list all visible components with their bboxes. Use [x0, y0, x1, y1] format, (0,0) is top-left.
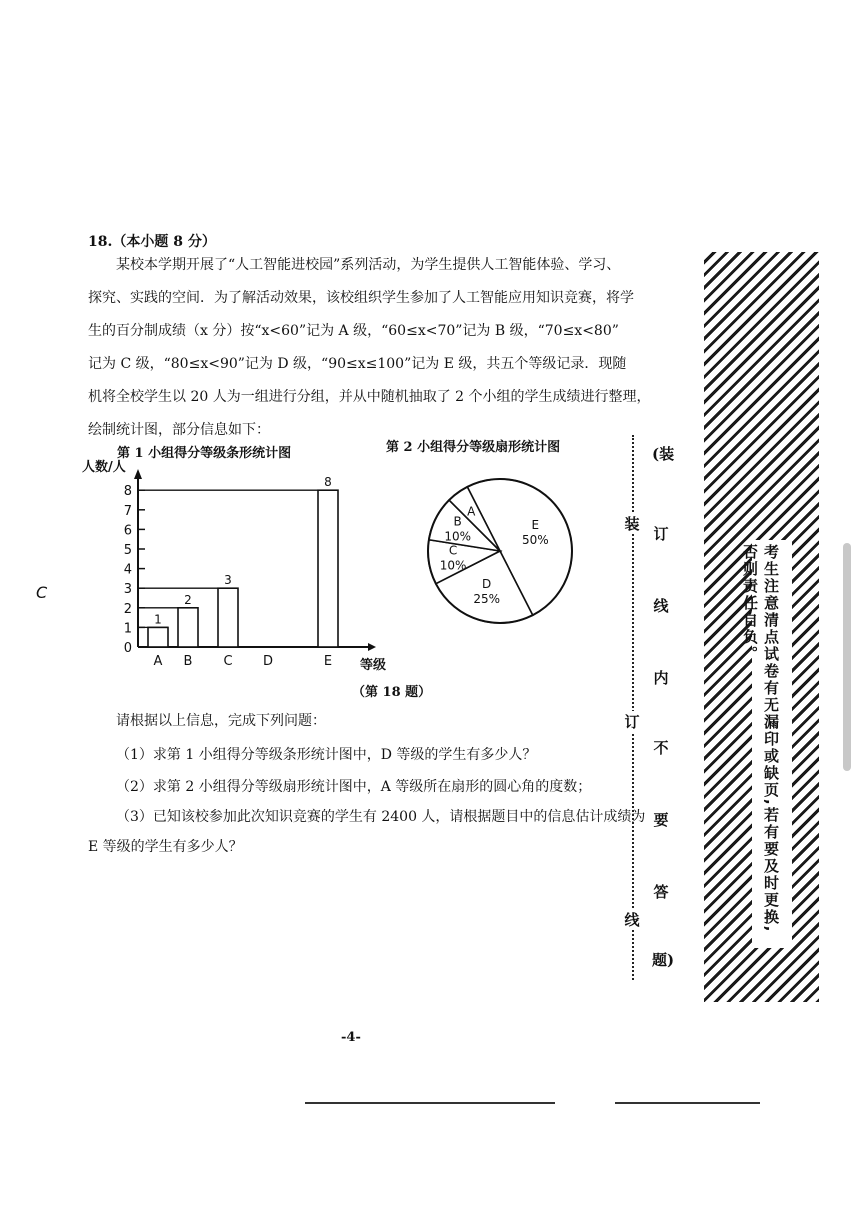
bar-chart-title: 第 1 小组得分等级条形统计图	[117, 446, 292, 461]
instruction-char: 答	[653, 883, 669, 901]
x-tick-label: A	[153, 654, 163, 669]
scan-line	[615, 1102, 760, 1104]
bar-value-label: 1	[154, 612, 162, 627]
notice-box	[741, 540, 792, 948]
binding-margin	[624, 435, 676, 980]
x-axis-arrow	[368, 643, 376, 651]
pie-chart	[415, 467, 595, 637]
instruction-char: 不	[653, 739, 669, 757]
bar	[178, 608, 198, 647]
subquestion-3-continued: E 等级的学生有多少人？	[88, 839, 243, 855]
prompt-line: 请根据以上信息，完成下列问题：	[116, 713, 326, 729]
pie-slice-label: E	[531, 518, 540, 533]
scan-line	[305, 1102, 555, 1104]
figure-caption: （第 18 题）	[352, 685, 432, 700]
subquestion-3: （3）已知该校参加此次知识竞赛的学生有 2400 人，请根据题目中的信息估计成绩为	[116, 809, 646, 825]
stem-line: 记为 C 级，“80≤x<90”记为 D 级，“90≤x≤100”记为 E 级，共五个等级记录．现随	[88, 356, 627, 372]
notice-text: 考生注意清点试卷有无漏印或缺页,若有要及时更换,否则责任自负。	[741, 544, 780, 934]
page-number: -4-	[341, 1030, 361, 1045]
bar-value-label: 8	[324, 475, 332, 490]
bar	[218, 588, 238, 647]
instruction-char: 内	[653, 669, 669, 687]
y-tick-label: 1	[123, 621, 132, 637]
instruction-char: 订	[653, 525, 669, 543]
y-tick-label: 2	[123, 601, 132, 617]
x-tick-label: B	[183, 654, 193, 669]
pie-slice-label: D	[482, 577, 492, 592]
margin-mark: C	[36, 583, 48, 602]
pie-percent-label: 50%	[521, 533, 549, 548]
pie-slice-label: B	[453, 514, 462, 529]
y-tick-label: 3	[123, 582, 132, 598]
pie-chart-title: 第 2 小组得分等级扇形统计图	[386, 440, 561, 455]
pie-slice-label: A	[467, 504, 476, 519]
question-stem	[88, 249, 651, 447]
y-axis-label: 人数/人	[82, 460, 126, 475]
bar	[148, 627, 168, 647]
bar-value-label: 3	[224, 573, 232, 588]
stem-line: 生的百分制成绩（x 分）按“x<60”记为 A 级，“60≤x<70”记为 B 级，“70≤x<80”	[88, 323, 619, 339]
y-tick-label: 7	[123, 503, 132, 519]
bar-chart	[80, 455, 420, 675]
stem-line: 机将全校学生以 20 人为一组进行分组，并从中随机抽取了 2 个小组的学生成绩进行整理，	[88, 389, 651, 405]
bar	[318, 490, 338, 647]
y-tick-label: 8	[123, 484, 132, 500]
binding-char: 订	[624, 713, 640, 731]
pie-percent-label: 10%	[444, 529, 471, 544]
y-tick-label: 5	[123, 543, 132, 558]
question-title: 18.（本小题 8 分）	[88, 234, 216, 250]
x-axis-label: 等级	[360, 658, 387, 673]
y-tick-label: 4	[123, 562, 132, 578]
scrollbar[interactable]	[843, 543, 851, 771]
y-axis-arrow	[134, 469, 142, 479]
stem-line: 某校本学期开展了“人工智能进校园”系列活动，为学生提供人工智能体验、学习、	[116, 257, 621, 273]
y-tick-label: 6	[123, 523, 132, 539]
pie-slice-label: C	[448, 543, 458, 558]
binding-char: 装	[624, 515, 640, 533]
pie-percent-label: 25%	[473, 592, 500, 607]
x-tick-label: D	[262, 654, 274, 669]
instruction-char: 题)	[652, 951, 675, 969]
pie-percent-label: 10%	[439, 558, 467, 573]
subquestion-2: （2）求第 2 小组得分等级扇形统计图中，A 等级所在扇形的圆心角的度数；	[116, 779, 592, 795]
stem-line: 绘制统计图，部分信息如下：	[88, 422, 270, 438]
instruction-char: 线	[653, 597, 669, 615]
subquestion-1: （1）求第 1 小组得分等级条形统计图中，D 等级的学生有多少人？	[116, 747, 537, 763]
stem-line: 探究、实践的空间．为了解活动效果，该校组织学生参加了人工智能应用知识竞赛，将学	[88, 290, 634, 306]
instruction-char: (装	[652, 445, 675, 463]
binding-char: 线	[624, 911, 640, 929]
x-tick-label: C	[223, 654, 233, 669]
instruction-char: 要	[653, 811, 669, 829]
x-tick-label: E	[323, 654, 333, 669]
bar-value-label: 2	[184, 592, 192, 607]
y-tick-label: 0	[123, 641, 132, 656]
